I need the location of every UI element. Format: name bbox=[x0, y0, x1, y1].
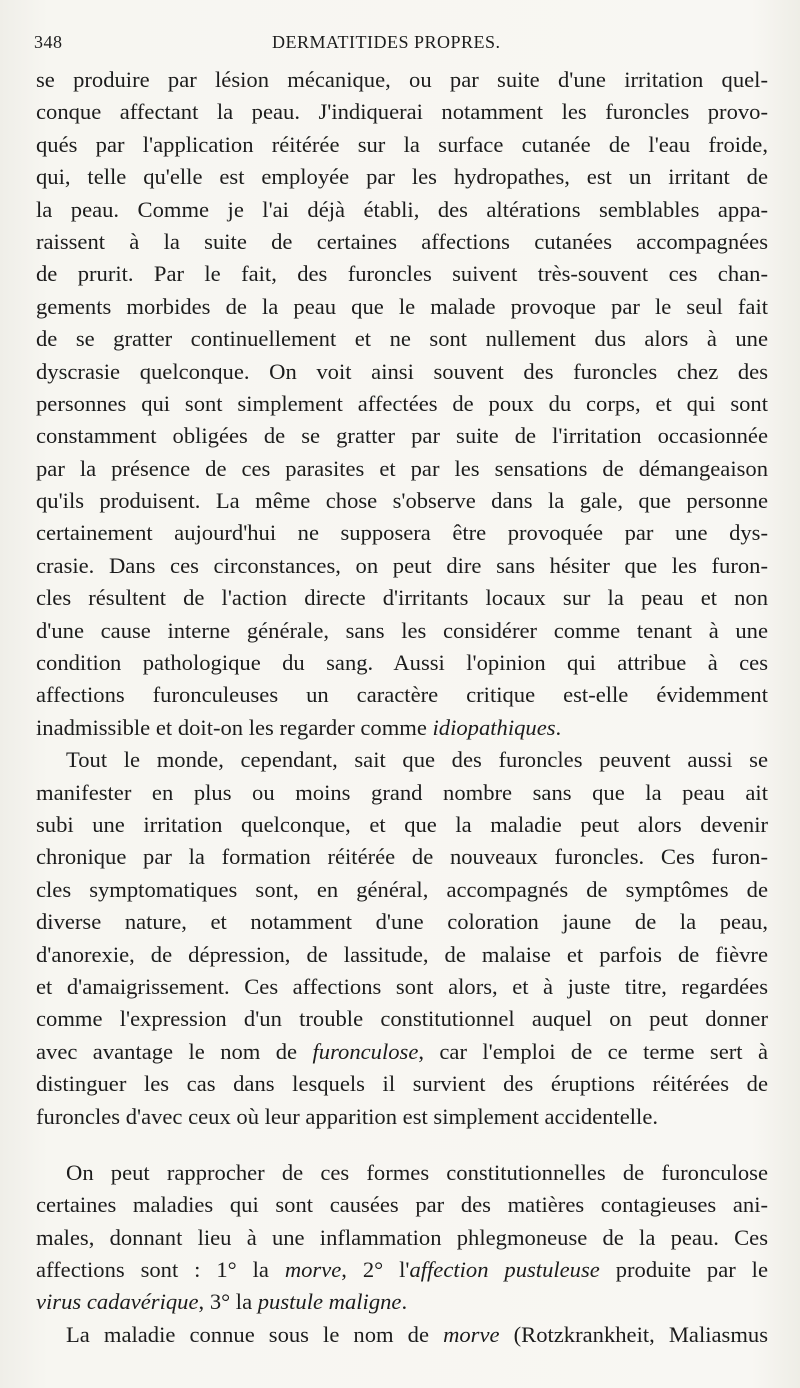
text-segment: cles symptomatiques sont, en général, accompagnés de symptômes de bbox=[36, 876, 768, 902]
text-segment: , car l'emploi de ce terme sert à bbox=[418, 1038, 768, 1064]
text-segment: . bbox=[555, 714, 562, 740]
paragraph bbox=[36, 744, 768, 1133]
text-line bbox=[36, 323, 768, 355]
text-segment: condition pathologique du sang. Aussi l'opinion qui attribue à ces bbox=[36, 650, 768, 676]
page-header bbox=[34, 32, 766, 60]
text-line bbox=[36, 453, 768, 485]
text-segment: certaines maladies qui sont causées par des matières contagieuses ani- bbox=[36, 1192, 768, 1218]
text-line bbox=[36, 1319, 768, 1351]
text-segment: affections sont : 1° la bbox=[36, 1257, 285, 1283]
paragraph bbox=[36, 1319, 768, 1351]
text-segment: conque affectant la peau. J'indiquerai notamment les furoncles provo- bbox=[36, 99, 768, 125]
text-line bbox=[36, 1036, 768, 1068]
italic-text: morve bbox=[284, 1257, 342, 1283]
text-segment: qués par l'application réitérée sur la surface cutanée de l'eau froide, bbox=[36, 131, 768, 157]
running-title: DERMATITIDES PROPRES. bbox=[272, 32, 501, 52]
text-line bbox=[36, 356, 768, 388]
text-line bbox=[36, 874, 768, 906]
text-line bbox=[36, 712, 768, 744]
text-segment: de prurit. Par le fait, des furoncles suivent très-souvent ces chan- bbox=[36, 261, 768, 287]
text-line bbox=[36, 291, 768, 323]
text-segment: manifester en plus ou moins grand nombre sans que la peau ait bbox=[36, 779, 768, 805]
italic-text: idiopathiques bbox=[432, 714, 556, 740]
text-line bbox=[36, 64, 768, 96]
text-line bbox=[36, 161, 768, 193]
text-segment: d'anorexie, de dépression, de lassitude, de malaise et parfois de fièvre bbox=[36, 941, 768, 967]
text-segment: certainement aujourd'hui ne supposera être provoquée par une dys- bbox=[36, 520, 768, 546]
text-body bbox=[36, 64, 768, 1351]
text-segment: . bbox=[401, 1289, 408, 1315]
text-line bbox=[36, 647, 768, 679]
text-segment: produite par le bbox=[599, 1257, 768, 1283]
text-line bbox=[36, 971, 768, 1003]
text-segment: gements morbides de la peau que le malade provoque par le seul fait bbox=[36, 293, 768, 319]
text-segment: de se gratter continuellement et ne sont nullement dus alors à une bbox=[36, 326, 768, 352]
text-line bbox=[36, 679, 768, 711]
text-segment: distinguer les cas dans lesquels il survient des éruptions réitérées de bbox=[36, 1071, 768, 1097]
text-line bbox=[36, 485, 768, 517]
text-segment: dyscrasie quelconque. On voit ainsi souvent des furoncles chez des bbox=[36, 358, 768, 384]
text-line bbox=[36, 841, 768, 873]
text-line bbox=[36, 96, 768, 128]
paragraph bbox=[36, 64, 768, 744]
text-line bbox=[36, 1157, 768, 1189]
text-segment: inadmissible et doit-on les regarder comme bbox=[36, 714, 433, 740]
text-segment: comme l'expression d'un trouble constitutionnel auquel on peut donner bbox=[36, 1006, 768, 1032]
text-line bbox=[36, 550, 768, 582]
text-line bbox=[36, 420, 768, 452]
text-segment: se produire par lésion mécanique, ou par suite d'une irritation quel- bbox=[36, 67, 768, 92]
text-segment: et d'amaigrissement. Ces affections sont alors, et à juste titre, regardées bbox=[36, 973, 768, 999]
paragraph bbox=[36, 1157, 768, 1319]
text-line bbox=[36, 809, 768, 841]
text-line bbox=[36, 1068, 768, 1100]
text-line bbox=[36, 1286, 768, 1318]
text-segment: crasie. Dans ces circonstances, on peut dire sans hésiter que les furon- bbox=[36, 552, 768, 578]
text-line bbox=[36, 777, 768, 809]
text-segment: subi une irritation quelconque, et que la maladie peut alors devenir bbox=[36, 811, 768, 837]
text-line bbox=[36, 194, 768, 226]
text-segment: avec avantage le nom de bbox=[36, 1038, 313, 1064]
text-line bbox=[36, 1254, 768, 1286]
text-line bbox=[36, 258, 768, 290]
text-line bbox=[36, 388, 768, 420]
text-segment: constamment obligées de se gratter par suite de l'irritation occasionnée bbox=[36, 423, 768, 449]
text-segment: affections furonculeuses un caractère critique est-elle évidemment bbox=[36, 682, 768, 708]
text-segment: furoncles d'avec ceux où leur apparition est simplement accidentelle. bbox=[36, 1103, 659, 1129]
text-line bbox=[36, 1222, 768, 1254]
text-segment: La maladie connue sous le nom de bbox=[66, 1321, 444, 1347]
text-segment: (Rotzkrankheit, Maliasmus bbox=[499, 1321, 768, 1347]
text-segment: males, donnant lieu à une inflammation phlegmoneuse de la peau. Ces bbox=[36, 1224, 768, 1250]
italic-text: affection pustuleuse bbox=[409, 1257, 600, 1283]
text-line bbox=[36, 615, 768, 647]
text-segment: On peut rapprocher de ces formes constitutionnelles de furonculose bbox=[66, 1159, 768, 1185]
italic-text: virus cadavérique bbox=[36, 1289, 199, 1315]
paragraph-gap bbox=[36, 1133, 768, 1157]
text-line bbox=[36, 1101, 768, 1133]
italic-text: morve bbox=[443, 1321, 500, 1347]
text-line bbox=[36, 517, 768, 549]
italic-text: pustule maligne bbox=[257, 1289, 402, 1315]
italic-text: furonculose bbox=[312, 1038, 419, 1064]
text-segment: personnes qui sont simplement affectées de poux du corps, et qui sont bbox=[36, 390, 768, 416]
page-number: 348 bbox=[34, 32, 63, 52]
text-line bbox=[36, 939, 768, 971]
text-line bbox=[36, 906, 768, 938]
text-segment: Tout le monde, cependant, sait que des furoncles peuvent aussi se bbox=[66, 747, 768, 773]
text-segment: raissent à la suite de certaines affections cutanées accompagnées bbox=[36, 228, 768, 254]
text-line bbox=[36, 129, 768, 161]
text-segment: qu'ils produisent. La même chose s'observe dans la gale, que personne bbox=[36, 488, 768, 514]
text-line bbox=[36, 582, 768, 614]
text-line bbox=[36, 1003, 768, 1035]
text-segment: d'une cause interne générale, sans les considérer comme tenant à une bbox=[36, 617, 768, 643]
text-segment: chronique par la formation réitérée de nouveaux furoncles. Ces furon- bbox=[36, 844, 768, 870]
text-segment: , 3° la bbox=[198, 1289, 258, 1315]
text-segment: diverse nature, et notamment d'une coloration jaune de la peau, bbox=[36, 909, 768, 935]
text-segment: qui, telle qu'elle est employée par les hydropathes, est un irritant de bbox=[36, 164, 768, 190]
text-segment: la peau. Comme je l'ai déjà établi, des altérations semblables appa- bbox=[36, 196, 768, 222]
text-line bbox=[36, 226, 768, 258]
text-line bbox=[36, 1189, 768, 1221]
text-line bbox=[36, 744, 768, 776]
text-segment: par la présence de ces parasites et par les sensations de démangeaison bbox=[36, 455, 768, 481]
text-segment: cles résultent de l'action directe d'irritants locaux sur la peau et non bbox=[36, 585, 768, 611]
text-segment: , 2° l' bbox=[341, 1257, 410, 1283]
